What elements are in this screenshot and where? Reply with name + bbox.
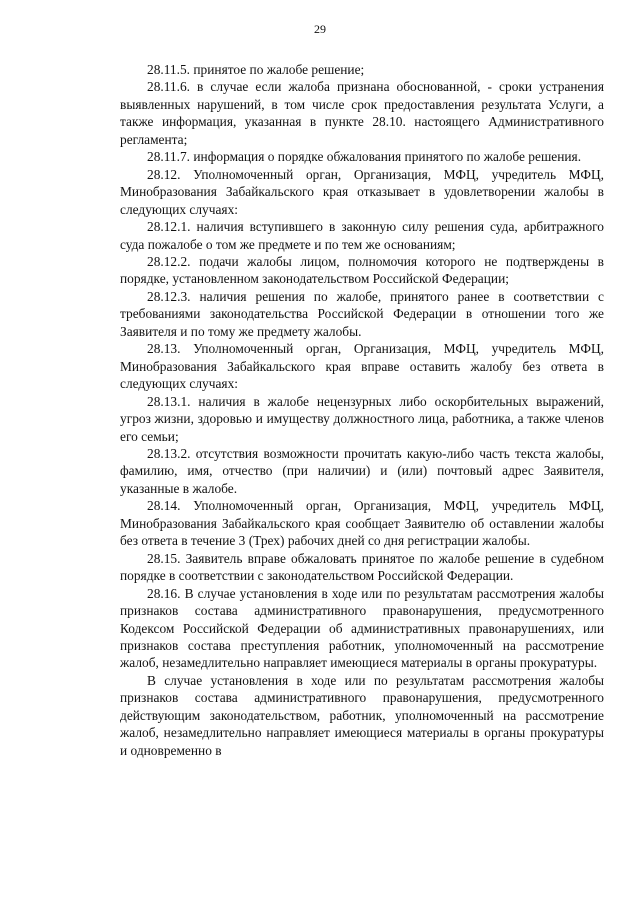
paragraph: 28.11.7. информация о порядке обжалования принятого по жалобе решения. <box>147 149 582 165</box>
paragraph: 28.13. Уполномоченный орган, Организация, МФЦ, учредитель МФЦ, Минобразования Забайкальского края вправе оставить жалобу без ответа в следующих случаях: <box>120 341 604 392</box>
paragraph: 28.15. Заявитель вправе обжаловать принятое по жалобе решение в судебном порядке в соответствии с законодательством Российской Федерации. <box>120 550 604 584</box>
paragraph: 28.13.2. отсутствия возможности прочитать какую-либо часть текста жалобы, фамилию, имя, отчество (при наличии) и (или) почтовый адрес Заявителя, указанные в жалобе. <box>120 445 604 496</box>
paragraph: 28.11.6. в случае если жалоба признана обоснованной, - сроки устранения выявленных нарушений, в том числе срок предоставления результата Услуги, а также информация, указанная в пункте 28.10. настоящего Административного регламента; <box>120 79 604 147</box>
page-number: 29 <box>314 22 326 36</box>
paragraph: 28.14. Уполномоченный орган, Организация, МФЦ, учредитель МФЦ, Минобразования Забайкальского края сообщает Заявителю об оставлении жалобы без ответа в течение 3 (Трех) рабочих дней со дня регистрации жалобы. <box>120 498 604 549</box>
body-text <box>120 61 604 759</box>
paragraph: 28.12. Уполномоченный орган, Организация, МФЦ, учредитель МФЦ, Минобразования Забайкальского края отказывает в удовлетворении жалобы в следующих случаях: <box>120 166 604 217</box>
paragraph: 28.12.3. наличия решения по жалобе, принятого ранее в соответствии с требованиями законодательства Российской Федерации в отношении того же Заявителя и по тому же предмету жалобы. <box>120 288 604 339</box>
paragraph: В случае установления в ходе или по результатам рассмотрения жалобы признаков состава административного правонарушения, предусмотренного действующим законодательством, работник, уполномоченный на рассмотрение жалоб, незамедлительно направляет имеющиеся материалы в органы прокуратуры и одновременно в <box>120 672 604 758</box>
paragraph: 28.12.1. наличия вступившего в законную силу решения суда, арбитражного суда пожалобе о том же предмете и по тем же основаниям; <box>120 219 604 252</box>
paragraph: 28.11.5. принятое по жалобе решение; <box>147 62 365 77</box>
paragraph: 28.12.2. подачи жалобы лицом, полномочия которого не подтверждены в порядке, установленном законодательством Российской Федерации; <box>120 253 604 287</box>
paragraph: 28.13.1. наличия в жалобе нецензурных либо оскорбительных выражений, угроз жизни, здоровью и имуществу должностного лица, работника, а также членов его семьи; <box>120 393 604 444</box>
paragraph: 28.16. В случае установления в ходе или по результатам рассмотрения жалобы признаков состава административного правонарушения, предусмотренного Кодексом Российской Федерации об административных правонарушениях, или признаков состава преступления работник, уполномоченный на рассмотрение жалоб, незамедлительно направляет имеющиеся материалы в органы прокуратуры. <box>120 585 604 671</box>
